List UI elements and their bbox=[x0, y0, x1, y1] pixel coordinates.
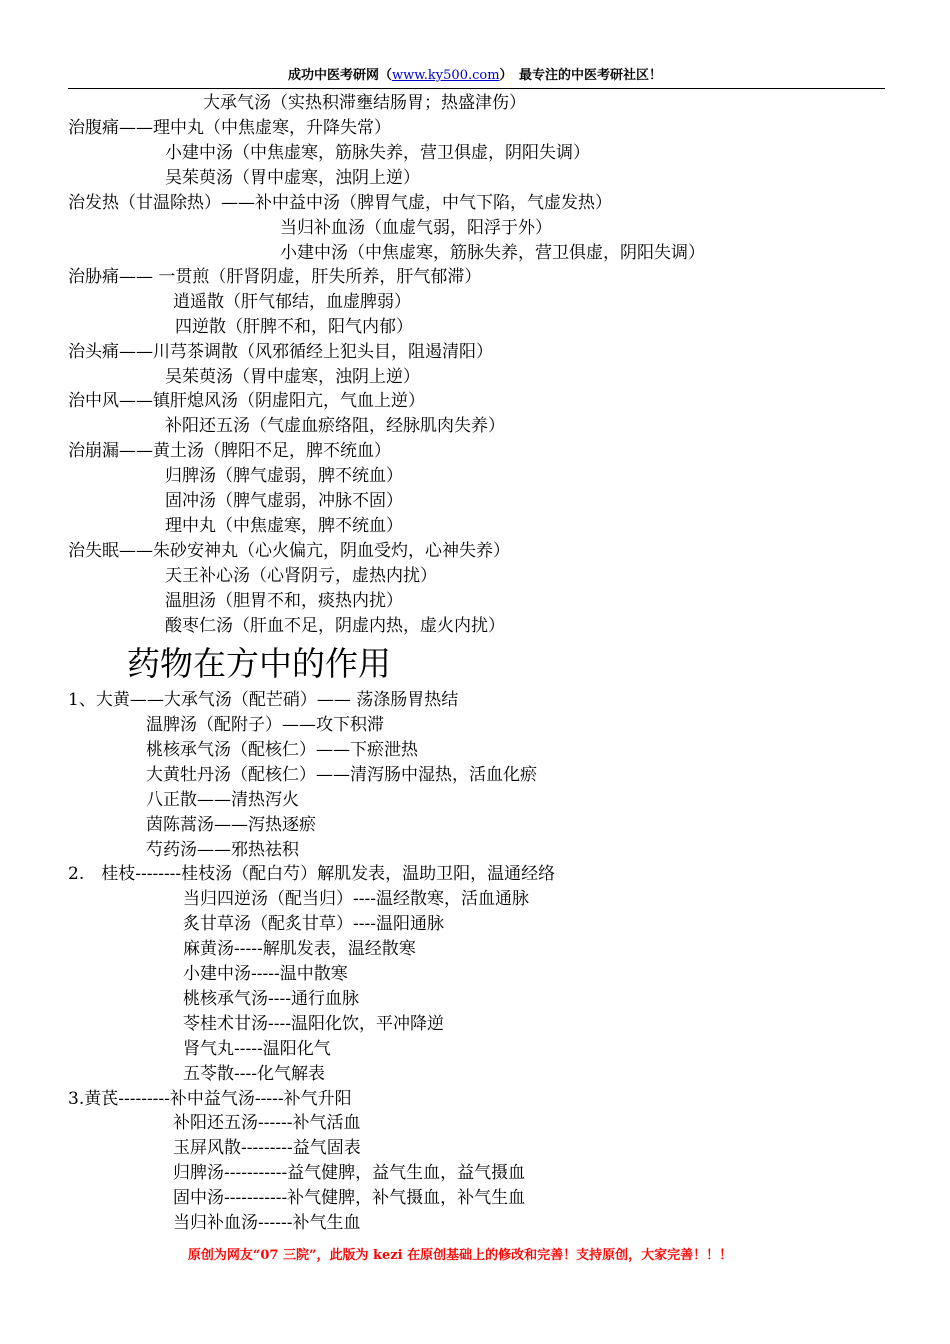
list-item: 当归补血汤（血虚气弱，阳浮于外） bbox=[280, 218, 552, 238]
list-item: 八正散——清热泻火 bbox=[146, 790, 299, 810]
list-item: 治中风——镇肝熄风汤（阴虚阳亢，气血上逆） bbox=[68, 391, 425, 411]
list-item: 逍遥散（肝气郁结，血虚脾弱） bbox=[173, 292, 411, 312]
list-item: 归脾汤-----------益气健脾，益气生血，益气摄血 bbox=[173, 1163, 526, 1183]
list-item: 固中汤-----------补气健脾，补气摄血，补气生血 bbox=[173, 1188, 526, 1208]
list-item: 小建中汤（中焦虚寒，筋脉失养，营卫俱虚，阴阳失调） bbox=[280, 243, 705, 263]
list-item: 大承气汤（实热积滞壅结肠胃；热盛津伤） bbox=[203, 93, 526, 113]
list-item: 当归四逆汤（配当归）----温经散寒，活血通脉 bbox=[183, 889, 529, 909]
list-item: 酸枣仁汤（肝血不足，阴虚内热，虚火内扰） bbox=[165, 616, 505, 636]
list-item: 补阳还五汤------补气活血 bbox=[173, 1113, 361, 1133]
list-item: 治腹痛——理中丸（中焦虚寒，升降失常） bbox=[68, 118, 391, 138]
list-item: 温脾汤（配附子）——攻下积滞 bbox=[146, 715, 384, 735]
list-item: 温胆汤（胆胃不和，痰热内扰） bbox=[165, 591, 403, 611]
site-slogan: ） 最专注的中医考研社区！ bbox=[499, 68, 663, 83]
header-divider bbox=[68, 88, 885, 89]
list-item: 吴茱萸汤（胃中虚寒，浊阴上逆） bbox=[165, 367, 420, 387]
list-item: 四逆散（肝脾不和，阳气内郁） bbox=[175, 317, 413, 337]
list-item: 1、大黄——大承气汤（配芒硝）—— 荡涤肠胃热结 bbox=[68, 690, 459, 710]
list-item: 治头痛——川芎茶调散（风邪循经上犯头目，阻遏清阳） bbox=[68, 342, 493, 362]
list-item: 补阳还五汤（气虚血瘀络阻，经脉肌肉失养） bbox=[165, 416, 505, 436]
list-item: 当归补血汤------补气生血 bbox=[173, 1213, 361, 1233]
list-item: 茵陈蒿汤——泻热逐瘀 bbox=[146, 815, 316, 835]
list-item: 肾气丸-----温阳化气 bbox=[183, 1039, 331, 1059]
section-title: 药物在方中的作用 bbox=[127, 644, 391, 683]
site-link[interactable]: www.ky500.com bbox=[391, 68, 500, 83]
list-item: 桃核承气汤----通行血脉 bbox=[183, 989, 359, 1009]
list-item: 麻黄汤-----解肌发表，温经散寒 bbox=[183, 939, 416, 959]
list-item: 治崩漏——黄土汤（脾阳不足，脾不统血） bbox=[68, 441, 391, 461]
list-item: 大黄牡丹汤（配核仁）——清泻肠中湿热，活血化瘀 bbox=[146, 765, 537, 785]
list-item: 固冲汤（脾气虚弱，冲脉不固） bbox=[165, 491, 403, 511]
list-item: 桃核承气汤（配核仁）——下瘀泄热 bbox=[146, 740, 418, 760]
site-name: 成功中医考研网（ bbox=[287, 68, 392, 83]
list-item: 五苓散----化气解表 bbox=[183, 1064, 325, 1084]
list-item: 芍药汤——邪热祛积 bbox=[146, 840, 299, 860]
list-item: 玉屏风散---------益气固表 bbox=[173, 1138, 361, 1158]
list-item: 苓桂术甘汤----温阳化饮，平冲降逆 bbox=[183, 1014, 444, 1034]
list-item: 归脾汤（脾气虚弱，脾不统血） bbox=[165, 466, 403, 486]
list-item: 小建中汤（中焦虚寒，筋脉失养，营卫俱虚，阴阳失调） bbox=[165, 143, 590, 163]
list-item: 治胁痛—— 一贯煎（肝肾阴虚，肝失所养，肝气郁滞） bbox=[68, 267, 482, 287]
list-item: 理中丸（中焦虚寒，脾不统血） bbox=[165, 516, 403, 536]
list-item: 治失眠——朱砂安神丸（心火偏亢，阴血受灼，心神失养） bbox=[68, 541, 510, 561]
list-item: 治发热（甘温除热）——补中益中汤（脾胃气虚，中气下陷，气虚发热） bbox=[68, 193, 612, 213]
page-footer: 原创为网友“07 三院”，此版为 kezi 在原创基础上的修改和完善！支持原创，大家完善！！！ bbox=[187, 1248, 733, 1263]
list-item: 2. 桂枝--------桂枝汤（配白芍）解肌发表，温助卫阳，温通经络 bbox=[68, 864, 556, 884]
list-item: 炙甘草汤（配炙甘草）----温阳通脉 bbox=[183, 914, 444, 934]
list-item: 3.黄芪---------补中益气汤-----补气升阳 bbox=[68, 1089, 352, 1109]
page-header bbox=[0, 68, 950, 84]
list-item: 天王补心汤（心肾阴亏，虚热内扰） bbox=[165, 566, 437, 586]
list-item: 小建中汤-----温中散寒 bbox=[183, 964, 348, 984]
list-item: 吴茱萸汤（胃中虚寒，浊阴上逆） bbox=[165, 168, 420, 188]
